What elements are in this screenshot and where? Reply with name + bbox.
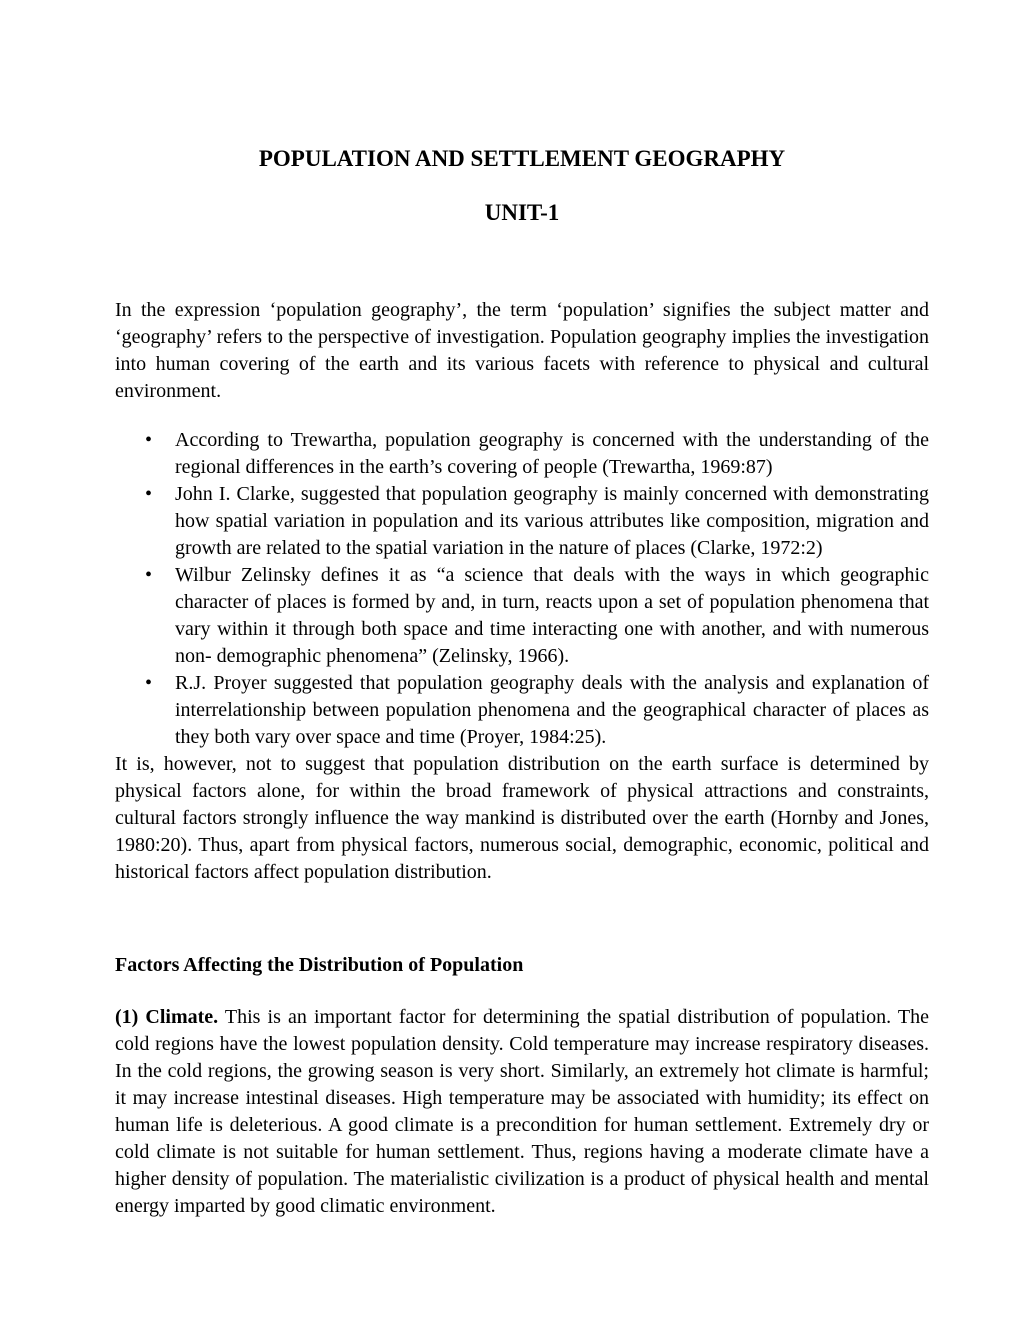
bullet-icon: • [145,483,153,505]
climate-body-text: This is an important factor for determining the spatial distribution of population. The cold regions have the lowest population density. Cold temperature may increase respiratory diseases. In the cold regions, the growing season is very short. Similarly, an extremely hot climate is harmful; it may increase intestinal diseases. High temperature may be associated with humidity; its effect on human life is deleterious. A good climate is a precondition for human settlement. Extremely dry or cold climate is not suitable for human settlement. Thus, regions having a moderate climate have a higher density of population. The materialistic civilization is a product of physical health and mental energy imparted by good climatic environment. [115,1006,929,1217]
bullet-item-text: Wilbur Zelinsky defines it as “a science that deals with the ways in which geographic character of places is formed by and, in turn, reacts upon a set of population phenomena that vary within it through both space and time interacting one with another, and with numerous non- demographic phenomena” (Zelinsky, 1966). [175,564,929,667]
unit-heading: UNIT-1 [484,200,560,225]
bullet-item-zelinsky [115,562,929,670]
bullet-icon: • [145,672,153,694]
factors-section-heading: Factors Affecting the Distribution of Population [115,954,524,976]
bullet-item-clarke [115,481,929,562]
climate-paragraph [115,1004,929,1220]
climate-lead-label: (1) Climate. [115,1006,219,1028]
bullet-item-proyer [115,670,929,751]
bullet-icon: • [145,564,153,586]
bullet-item-text: According to Trewartha, population geography is concerned with the understanding of the regional differences in the earth’s covering of people (Trewartha, 1969:87) [175,429,929,478]
document-title: POPULATION AND SETTLEMENT GEOGRAPHY [258,146,786,171]
closing-paragraph: It is, however, not to suggest that population distribution on the earth surface is determined by physical factors alone, for within the broad framework of physical attractions and constraints, cultural factors strongly influence the way mankind is distributed over the earth (Hornby and Jones, 1980:20). Thus, apart from physical factors, numerous social, demographic, economic, political and historical factors affect population distribution. [115,753,929,883]
document-content [115,0,929,1220]
definition-bullet-list [115,427,929,751]
bullet-item-text: R.J. Proyer suggested that population geography deals with the analysis and explanation of interrelationship between population phenomena and the geographical character of places as they both vary over space and time (Proyer, 1984:25). [175,672,929,748]
bullet-icon: • [145,429,153,451]
bullet-item-trewartha [115,427,929,481]
intro-paragraph: In the expression ‘population geography’, the term ‘population’ signifies the subject matter and ‘geography’ refers to the perspective of investigation. Population geography implies the investigation into human covering of the earth and its various facets with reference to physical and cultural environment. [115,299,929,402]
bullet-item-text: John I. Clarke, suggested that population geography is mainly concerned with demonstrating how spatial variation in population and its various attributes like composition, migration and growth are related to the spatial variation in the nature of places (Clarke, 1972:2) [175,483,929,559]
